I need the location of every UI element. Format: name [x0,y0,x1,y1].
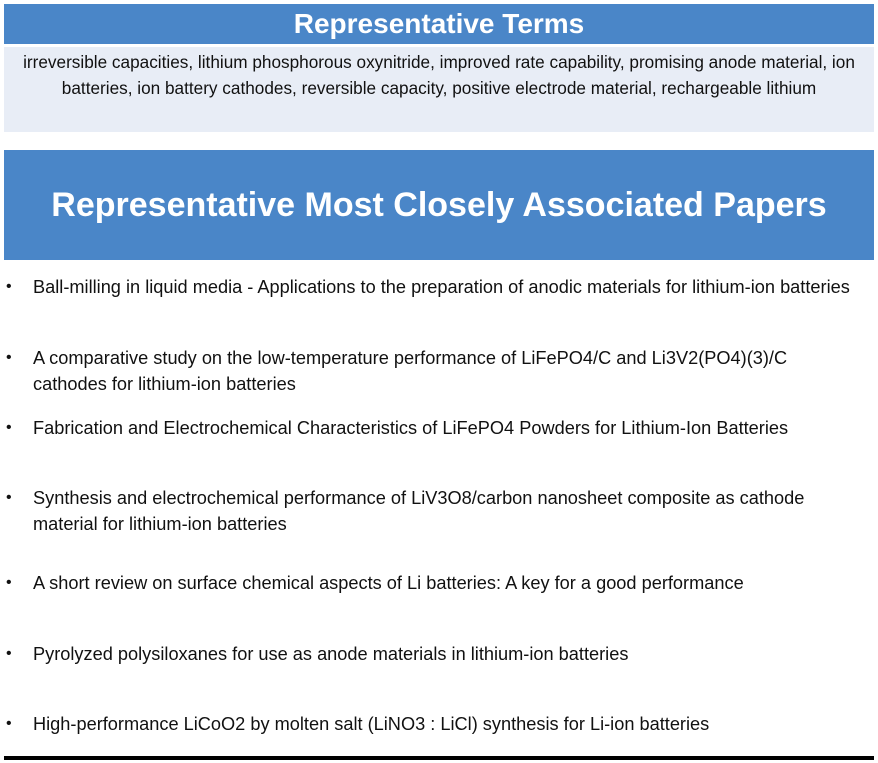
bullet-icon: • [6,419,12,436]
paper-title: A comparative study on the low-temperature performance of LiFePO4/C and Li3V2(PO4)(3)/C cathodes for lithium-ion batteries [33,348,788,394]
papers-heading: Representative Most Closely Associated Papers [4,150,874,260]
bullet-icon: • [6,489,12,506]
bullet-icon: • [6,278,12,295]
paper-title: High-performance LiCoO2 by molten salt (LiNO3 : LiCl) synthesis for Li-ion batteries [33,714,710,734]
paper-title: Fabrication and Electrochemical Characteristics of LiFePO4 Powders for Lithium-Ion Batteries [33,418,789,438]
terms-list: irreversible capacities, lithium phosphorous oxynitride, improved rate capability, promising anode material, ion batteries, ion battery cathodes, reversible capacity, positive electrode material, rechargeable lithium [4,47,874,132]
bottom-divider [4,756,874,760]
bullet-icon: • [6,349,12,366]
bullet-icon: • [6,574,12,591]
paper-title: Synthesis and electrochemical performance of LiV3O8/carbon nanosheet composite as cathode material for lithium-ion batteries [33,488,805,534]
bullet-icon: • [6,715,12,732]
paper-title: Ball-milling in liquid media - Applications to the preparation of anodic materials for lithium-ion batteries [33,277,850,297]
terms-heading: Representative Terms [4,4,874,44]
bullet-icon: • [6,645,12,662]
paper-title: Pyrolyzed polysiloxanes for use as anode materials in lithium-ion batteries [33,644,629,664]
paper-title: A short review on surface chemical aspects of Li batteries: A key for a good performance [33,573,744,593]
